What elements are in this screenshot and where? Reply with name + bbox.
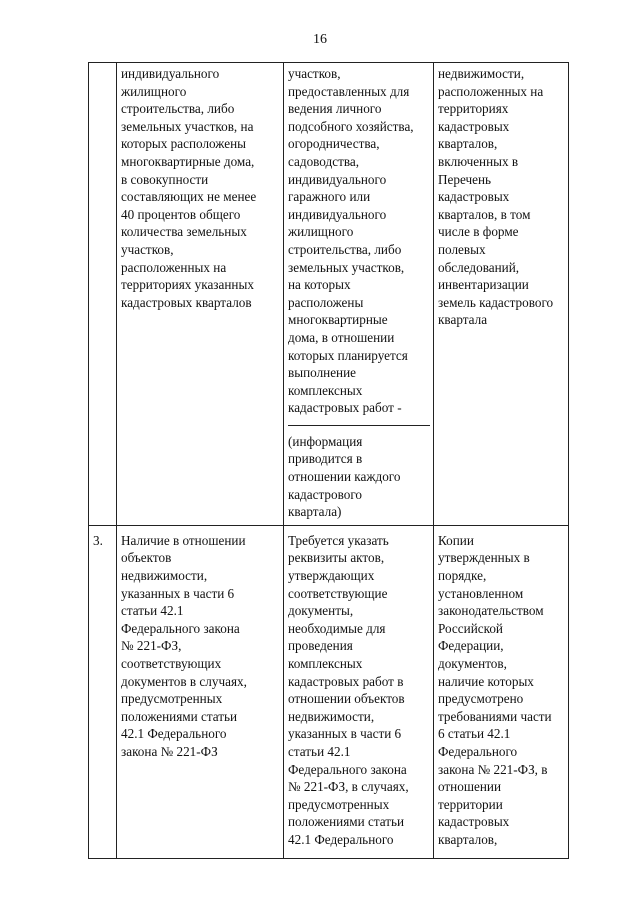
cell-text-line: (информация (288, 433, 363, 449)
cell-text-line: 6 статьи 42.1 (438, 726, 511, 742)
row-number-cell: 3. (89, 525, 117, 858)
instruction-text (288, 532, 430, 849)
cell-text-line: утвержденных в (438, 550, 530, 566)
cell-text-line: Российской (438, 620, 503, 636)
cell-text-line: кадастровых (438, 189, 510, 205)
requirements-table (88, 62, 569, 859)
cell-text-line: комплексных (288, 382, 363, 398)
instruction-note (288, 433, 430, 521)
cell-text-line: выполнение (288, 365, 357, 381)
cell-text-line: статьи 42.1 (121, 603, 184, 619)
cell-text-line: объектов (121, 550, 172, 566)
documents-cell (434, 63, 569, 526)
cell-text-line: статьи 42.1 (288, 743, 351, 759)
cell-text-line: документов в случаях, (121, 673, 247, 689)
cell-text-line: кварталов, (438, 136, 498, 152)
cell-text-line: числе в форме (438, 224, 519, 240)
cell-text-line: 42.1 Федерального (288, 831, 394, 847)
cell-text-line: расположенных на (438, 83, 544, 99)
documents-text (438, 65, 565, 329)
cell-text-line: Наличие в отношении (121, 532, 246, 548)
cell-text-line: гаражного или (288, 189, 371, 205)
cell-text-line: кадастровых (438, 814, 510, 830)
cell-text-line: установленном (438, 585, 524, 601)
cell-text-line: предусмотренных (121, 691, 223, 707)
cell-text-line: документы, (288, 603, 354, 619)
instruction-cell (284, 63, 434, 526)
cell-text-line: земельных участков, на (121, 118, 254, 134)
cell-text-line: полевых (438, 241, 486, 257)
cell-text-line: включенных в (438, 153, 519, 169)
criterion-cell (117, 63, 284, 526)
cell-text-line: на которых (288, 277, 351, 293)
cell-text-line: строительства, либо (121, 101, 235, 117)
cell-text-line: положениями статьи (288, 814, 405, 830)
instruction-text (288, 65, 430, 417)
cell-text-line: дома, в отношении (288, 329, 395, 345)
cell-text-line: кадастрового (288, 486, 362, 502)
page-number: 16 (313, 32, 327, 47)
cell-text-line: наличие которых (438, 673, 534, 689)
cell-text-line: территории (438, 796, 503, 812)
cell-text-line: Федерального закона (121, 620, 240, 636)
cell-text-line: отношении каждого (288, 469, 401, 485)
table-row (89, 63, 569, 526)
table-row (89, 525, 569, 858)
cell-text-line: указанных в части 6 (288, 726, 402, 742)
cell-text-line: 40 процентов общего (121, 206, 241, 222)
cell-text-line: Требуется указать (288, 532, 389, 548)
cell-text-line: земель кадастрового (438, 294, 554, 310)
cell-text-line: квартала) (288, 504, 342, 520)
cell-text-line: индивидуального (121, 66, 220, 81)
cell-text-line: кварталов, (438, 831, 498, 847)
cell-text-line: Федерального (438, 743, 518, 759)
cell-text-line: кадастровых (438, 118, 510, 134)
cell-text-line: которых расположены (121, 136, 247, 152)
cell-text-line: закона № 221-ФЗ, в (438, 761, 548, 777)
cell-text-line: инвентаризации (438, 277, 529, 293)
cell-text-line: комплексных (288, 656, 363, 671)
documents-cell (434, 525, 569, 858)
cell-text-line: № 221-ФЗ, в случаях, (288, 779, 409, 795)
instruction-cell (284, 525, 434, 858)
cell-text-line: законодательством (438, 603, 544, 619)
cell-text-line: многоквартирные (288, 312, 388, 328)
cell-text-line: садоводства, (288, 153, 360, 169)
cell-text-line: утверждающих (288, 568, 375, 584)
cell-text-line: отношении объектов (288, 691, 405, 707)
cell-text-line: Федерации, (438, 638, 504, 654)
cell-text-line: огородничества, (288, 136, 380, 152)
cell-text-line: предусмотренных (288, 796, 390, 812)
cell-text-line: кадастровых работ в (288, 673, 404, 689)
cell-text-line: жилищного (288, 224, 354, 240)
cell-text-line: земельных участков, (288, 259, 405, 275)
cell-text-line: указанных в части 6 (121, 585, 235, 601)
cell-text-line: отношении (438, 779, 502, 795)
cell-text-line: соответствующих (121, 656, 222, 671)
cell-text-line: кадастровых работ - (288, 400, 402, 416)
cell-text-line: расположены (288, 294, 364, 310)
cell-text-line: недвижимости, (288, 708, 375, 724)
cell-text-line: подсобного хозяйства, (288, 118, 414, 134)
cell-text-line: 42.1 Федерального (121, 726, 227, 742)
cell-text-line: территориях указанных (121, 277, 254, 293)
cell-text-line: соответствующие (288, 585, 388, 601)
cell-text-line: территориях (438, 101, 509, 117)
cell-text-line: обследований, (438, 259, 520, 275)
cell-text-line: кварталов, в том (438, 206, 531, 222)
cell-text-line: индивидуального (288, 171, 387, 187)
cell-text-line: которых планируется (288, 347, 408, 363)
cell-text-line: в совокупности (121, 171, 209, 187)
cell-text-line: участков, (121, 241, 174, 257)
cell-text-line: участков, (288, 66, 341, 81)
cell-text-line: Копии (438, 532, 474, 548)
cell-text-line: составляющих не менее (121, 189, 257, 205)
cell-text-line: строительства, либо (288, 241, 402, 257)
cell-text-line: Перечень (438, 171, 492, 187)
cell-text-line: требованиями части (438, 708, 552, 724)
cell-text-line: проведения (288, 638, 353, 654)
cell-text-line: кадастровых кварталов (121, 294, 252, 310)
cell-text-line: недвижимости, (121, 568, 208, 584)
documents-text (438, 532, 565, 849)
cell-text-line: предоставленных для (288, 83, 410, 99)
cell-text-line: положениями статьи (121, 708, 238, 724)
cell-text-line: количества земельных (121, 224, 247, 240)
footnote-separator (288, 425, 430, 426)
cell-text-line: предусмотрено (438, 691, 524, 707)
cell-text-line: приводится в (288, 451, 363, 467)
cell-text-line: документов, (438, 656, 507, 671)
criterion-text (121, 65, 280, 311)
criterion-text (121, 532, 280, 761)
cell-text-line: закона № 221-ФЗ (121, 743, 218, 759)
cell-text-line: многоквартирные дома, (121, 153, 255, 169)
criterion-cell (117, 525, 284, 858)
cell-text-line: индивидуального (288, 206, 387, 222)
row-number-cell (89, 63, 117, 526)
cell-text-line: расположенных на (121, 259, 227, 275)
cell-text-line: № 221-ФЗ, (121, 638, 182, 654)
cell-text-line: порядке, (438, 568, 487, 584)
cell-text-line: Федерального закона (288, 761, 407, 777)
cell-text-line: ведения личного (288, 101, 382, 117)
cell-text-line: жилищного (121, 83, 187, 99)
cell-text-line: реквизиты актов, (288, 550, 385, 566)
cell-text-line: квартала (438, 312, 488, 328)
cell-text-line: необходимые для (288, 620, 386, 636)
cell-text-line: недвижимости, (438, 66, 525, 81)
